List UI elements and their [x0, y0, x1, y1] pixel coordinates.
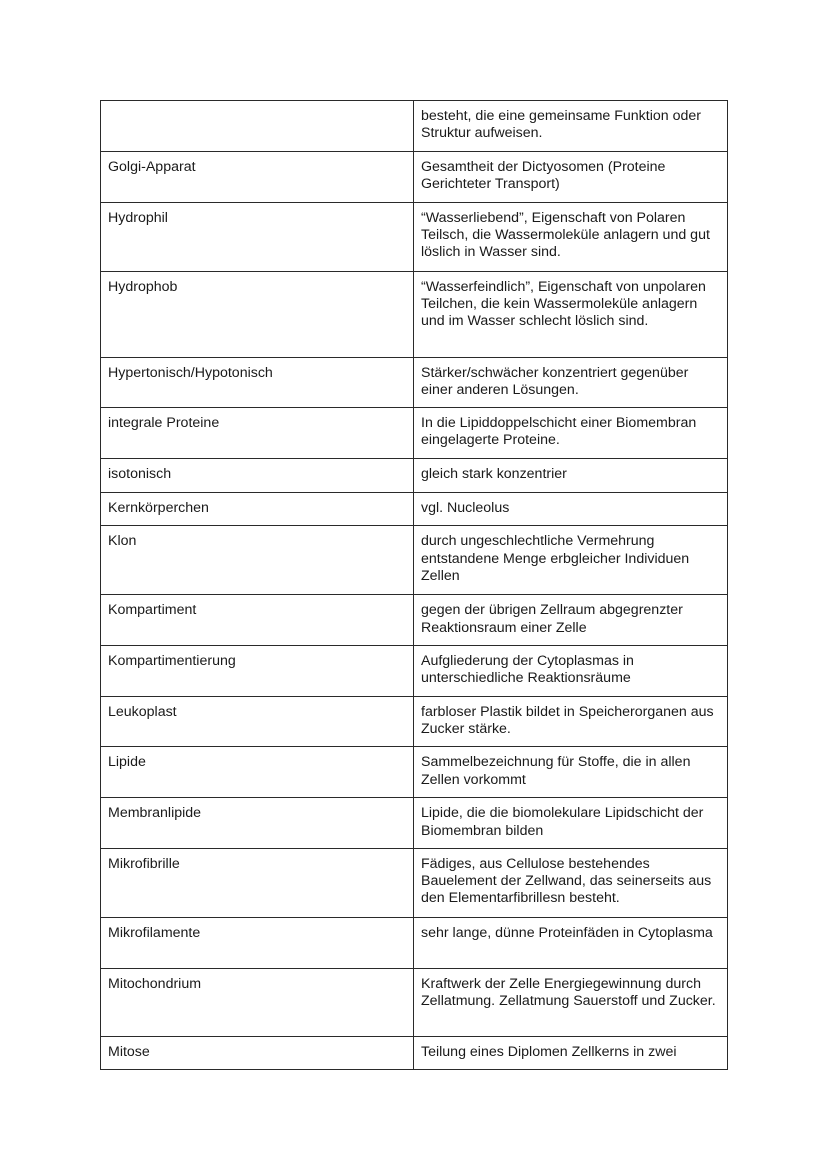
- table-row: [101, 202, 728, 271]
- definition-cell: Sammelbezeichnung für Stoffe, die in allen Zellen vorkommt: [414, 747, 728, 798]
- definition-cell: Aufgliederung der Cytoplasmas in unterschiedliche Reaktionsräume: [414, 646, 728, 697]
- term-cell: Mitose: [101, 1036, 414, 1069]
- definition-cell: “Wasserliebend”, Eigenschaft von Polaren Teilsch, die Wassermoleküle anlagern und gut löslich in Wasser sind.: [414, 202, 728, 271]
- term-cell: Mitochondrium: [101, 968, 414, 1036]
- table-row: [101, 408, 728, 459]
- term-cell: Hydrophob: [101, 271, 414, 357]
- term-cell: Lipide: [101, 747, 414, 798]
- glossary-table-body: [101, 101, 728, 1070]
- table-row: [101, 271, 728, 357]
- table-row: [101, 798, 728, 849]
- definition-cell: In die Lipiddoppelschicht einer Biomembran eingelagerte Proteine.: [414, 408, 728, 459]
- table-row: [101, 848, 728, 917]
- definition-cell: vgl. Nucleolus: [414, 493, 728, 526]
- table-row: [101, 696, 728, 747]
- definition-cell: gegen der übrigen Zellraum abgegrenzter Reaktionsraum einer Zelle: [414, 595, 728, 646]
- term-cell: Golgi-Apparat: [101, 152, 414, 203]
- definition-cell: besteht, die eine gemeinsame Funktion oder Struktur aufweisen.: [414, 101, 728, 152]
- term-cell: Kompartiment: [101, 595, 414, 646]
- table-row: [101, 152, 728, 203]
- term-cell: Hypertonisch/Hypotonisch: [101, 357, 414, 408]
- definition-cell: Gesamtheit der Dictyosomen (Proteine Gerichteter Transport): [414, 152, 728, 203]
- definition-cell: farbloser Plastik bildet in Speicherorganen aus Zucker stärke.: [414, 696, 728, 747]
- table-row: [101, 1036, 728, 1069]
- table-row: [101, 526, 728, 595]
- table-row: [101, 357, 728, 408]
- term-cell: [101, 101, 414, 152]
- table-row: [101, 595, 728, 646]
- table-row: [101, 917, 728, 968]
- term-cell: Mikrofilamente: [101, 917, 414, 968]
- definition-cell: Teilung eines Diplomen Zellkerns in zwei: [414, 1036, 728, 1069]
- term-cell: Klon: [101, 526, 414, 595]
- definition-cell: Stärker/schwächer konzentriert gegenüber einer anderen Lösungen.: [414, 357, 728, 408]
- term-cell: Kompartimentierung: [101, 646, 414, 697]
- term-cell: isotonisch: [101, 459, 414, 493]
- definition-cell: gleich stark konzentrier: [414, 459, 728, 493]
- table-row: [101, 747, 728, 798]
- term-cell: integrale Proteine: [101, 408, 414, 459]
- glossary-table: [100, 100, 728, 1070]
- definition-cell: Kraftwerk der Zelle Energiegewinnung durch Zellatmung. Zellatmung Sauerstoff und Zucker.: [414, 968, 728, 1036]
- term-cell: Mikrofibrille: [101, 848, 414, 917]
- table-row: [101, 101, 728, 152]
- definition-cell: Lipide, die die biomolekulare Lipidschicht der Biomembran bilden: [414, 798, 728, 849]
- term-cell: Hydrophil: [101, 202, 414, 271]
- table-row: [101, 493, 728, 526]
- definition-cell: sehr lange, dünne Proteinfäden in Cytoplasma: [414, 917, 728, 968]
- definition-cell: “Wasserfeindlich”, Eigenschaft von unpolaren Teilchen, die kein Wassermoleküle anlagern und im Wasser schlecht löslich sind.: [414, 271, 728, 357]
- definition-cell: Fädiges, aus Cellulose bestehendes Bauelement der Zellwand, das seinerseits aus den Elementarfibrillesn besteht.: [414, 848, 728, 917]
- term-cell: Membranlipide: [101, 798, 414, 849]
- term-cell: Kernkörperchen: [101, 493, 414, 526]
- definition-cell: durch ungeschlechtliche Vermehrung entstandene Menge erbgleicher Individuen Zellen: [414, 526, 728, 595]
- term-cell: Leukoplast: [101, 696, 414, 747]
- table-row: [101, 646, 728, 697]
- table-row: [101, 459, 728, 493]
- table-row: [101, 968, 728, 1036]
